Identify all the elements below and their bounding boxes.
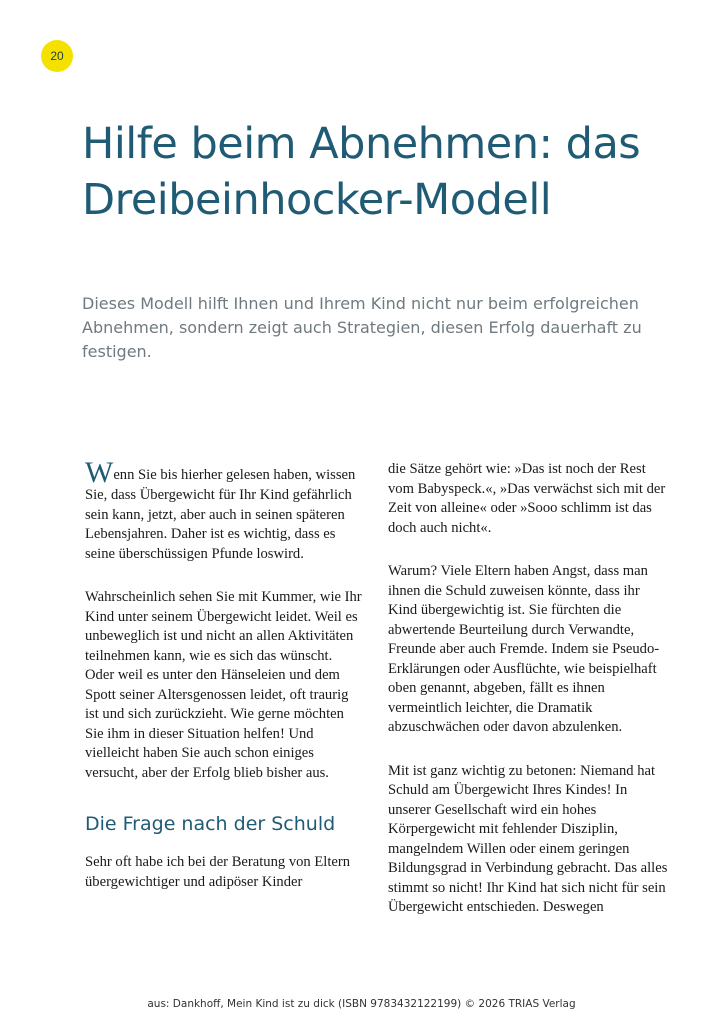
page-number-badge: 20 <box>41 40 73 72</box>
body-paragraph: Mit ist ganz wichtig zu betonen: Niemand hat Schuld am Übergewicht Ihres Kindes! In unserer Gesellschaft wird ein hohes Körpergewicht mit fehlender Disziplin, mangelndem Willen oder einem geringen Bildungsgrad in Verbindung gebracht. Das alles stimmt so nicht! Ihr Kind hat sich nicht für sein Übergewicht entschieden. Deswegen <box>388 762 668 915</box>
copyright-footer: aus: Dankhoff, Mein Kind ist zu dick (ISBN 9783432122199) © 2026 TRIAS Verlag <box>147 998 576 1010</box>
lead-paragraph <box>85 456 365 564</box>
intro-paragraph: Dieses Modell hilft Ihnen und Ihrem Kind nicht nur beim erfolgreichen Abnehmen, sondern zeigt auch Strategien, diesen Erfolg dauerhaft zu festigen. <box>82 294 642 361</box>
body-paragraph: Sehr oft habe ich bei der Beratung von Eltern übergewichtiger und adipöser Kinder <box>85 854 351 890</box>
body-paragraph: Warum? Viele Eltern haben Angst, dass man ihnen die Schuld zuweisen könnte, dass ihr Kind übergewichtig ist. Sie fürchten die abwertende Beurteilung durch Verwandte, Freunde aber auch Fremde. Indem sie Pseudo-Erklärungen oder Ausflüchte, wie beispielhaft oben genannt, abgeben, fällt es ihnen vermeintlich leichter, die Dramatik abzuschwächen oder davon abzulenken. <box>388 563 660 735</box>
left-column <box>85 456 365 916</box>
drop-cap: W <box>85 456 114 489</box>
right-column <box>388 460 668 942</box>
body-paragraph: Wahrscheinlich sehen Sie mit Kummer, wie Ihr Kind unter seinem Übergewicht leidet. Weil es unbeweglich ist und nicht an allen Aktivitäten teilnehmen kann, wie es sich das wünscht. Oder weil es unter den Hänseleien und dem Spott seiner Altersgenossen leidet, oft traurig ist und sich zurückzieht. Wie gerne möchten Sie ihm in dieser Situation helfen! Und vielleicht haben Sie auch schon einiges versucht, aber der Erfolg blieb bisher aus. <box>85 589 362 781</box>
page-title: Hilfe beim Abnehmen: das Dreibeinhocker-Modell <box>82 119 641 225</box>
section-heading: Die Frage nach der Schuld <box>85 813 336 835</box>
lead-paragraph-text: enn Sie bis hierher gelesen haben, wissen Sie, dass Übergewicht für Ihr Kind gefährlich sein kann, jetzt, aber auch in seinen späteren Lebensjahren. Daher ist es wichtig, dass es seine überschüssigen Pfunde loswird. <box>85 467 356 562</box>
body-paragraph: die Sätze gehört wie: »Das ist noch der Rest vom Babyspeck.«, »Das verwächst sich mit der Zeit von alleine« oder »Sooo schlimm ist das doch auch nicht«. <box>388 461 666 536</box>
